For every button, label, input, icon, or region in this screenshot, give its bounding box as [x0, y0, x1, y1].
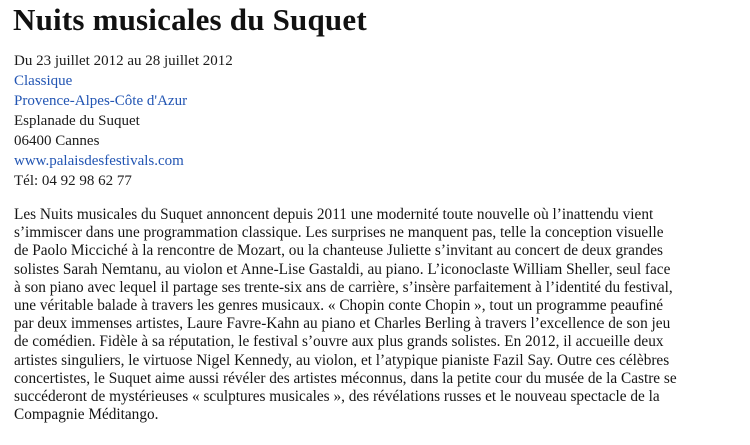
description-line: Compagnie Méditango. [14, 406, 159, 424]
page-title: Nuits musicales du Suquet [13, 2, 367, 37]
description-line: Les Nuits musicales du Suquet annoncent depuis 2011 une modernité toute nouvelle où l’inattendu vient [14, 206, 654, 223]
description-line: par deux immenses artistes, Laure Favre-Kahn au piano et Charles Berling à travers l’excellence de son jeu [14, 315, 671, 333]
venue-name: Esplanade du Suquet [14, 113, 140, 129]
description-line: une véritable balade à travers les genres musicaux. « Chopin conte Chopin », tout un programme peaufiné [14, 297, 664, 315]
website-link[interactable]: www.palaisdesfestivals.com [14, 153, 184, 169]
description-line: artistes singuliers, le virtuose Nigel Kennedy, au violon, et l’atypique pianiste Fazil Say. Outre ces célèbres [14, 351, 670, 369]
description-line: concertistes, le Suquet aime aussi révéler des artistes méconnus, dans la petite cour du musée de la Castre se [14, 369, 677, 387]
phone-number: Tél: 04 92 98 62 77 [14, 173, 132, 189]
category-link[interactable]: Classique [14, 73, 73, 89]
description-line: solistes Sarah Nemtanu, au violon et Anne-Lise Gastaldi, au piano. L’iconoclaste William Sheller, seul face [14, 260, 671, 278]
region-link[interactable]: Provence-Alpes-Côte d'Azur [14, 93, 188, 109]
description-line: de comédien. Fidèle à sa réputation, le festival s’ouvre aux plus grands solistes. En 2012, il accueille deux [14, 333, 664, 351]
event-info [14, 51, 233, 191]
event-dates: Du 23 juillet 2012 au 28 juillet 2012 [14, 53, 233, 69]
description-line: succéderont de mystérieuses « sculptures musicales », des révélations russes et le nouveau spectacle de la [14, 388, 660, 406]
event-description [14, 206, 742, 424]
description-line: s’immiscer dans une programmation classique. Les surprises ne manquent pas, telle la conception visuelle [14, 224, 664, 242]
description-line: de Paolo Micciché à la rencontre de Mozart, ou la chanteuse Juliette s’invitant au concert de deux grandes [14, 242, 664, 260]
description-line: à son piano avec lequel il partage ses trente-six ans de carrière, s’insère parfaitement à l’identité du festival, [14, 278, 673, 296]
venue-city: 06400 Cannes [14, 133, 100, 149]
